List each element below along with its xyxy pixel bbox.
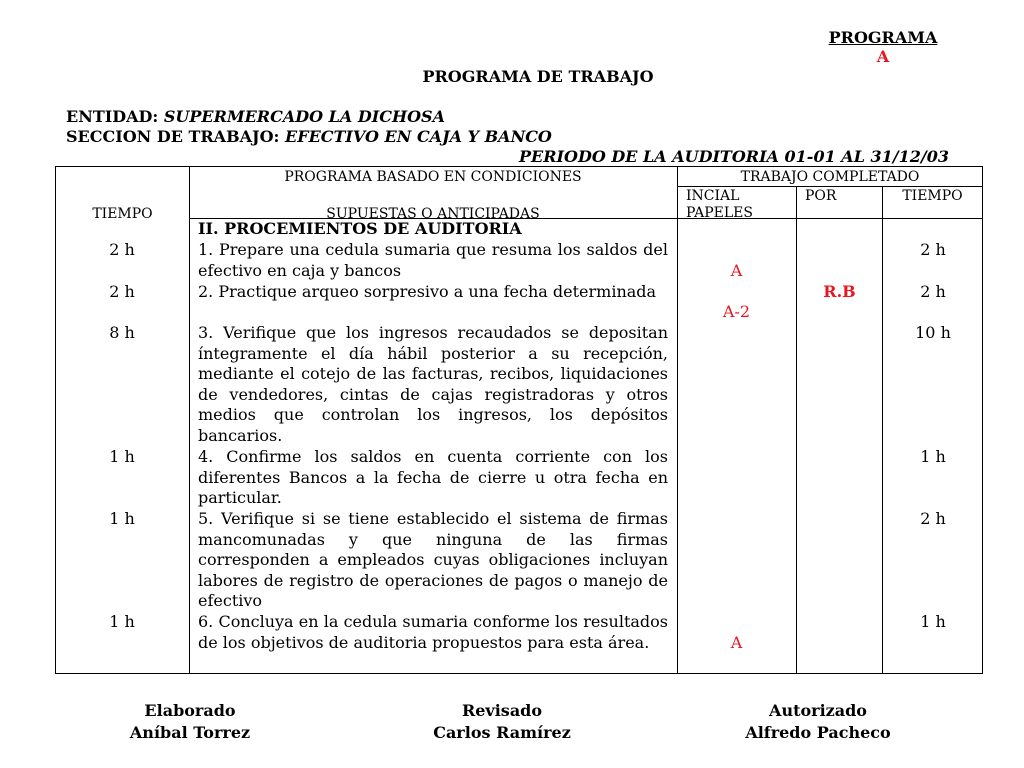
table-divider xyxy=(882,186,883,674)
step-time-actual: 1 h xyxy=(920,447,946,466)
step-text: 3. Verifique que los ingresos recaudados se depositan íntegramente el día hábil posterior a su recepción, mediante el cotejo de las facturas, recibos, liquidaciones de vendedores, cintas de cajas registradoras y otros medios que controlan los ingresos, los depósitos bancarios. xyxy=(198,323,668,445)
step-paper-ref: A xyxy=(730,633,743,652)
step-text: 1. Prepare una cedula sumaria que resuma los saldos del efectivo en caja y bancos xyxy=(198,240,668,280)
procedures-heading: II. PROCEMIENTOS DE AUDITORIA xyxy=(198,219,522,238)
header-por: POR xyxy=(805,188,837,204)
table-divider xyxy=(796,186,797,674)
signature-role: Revisado xyxy=(461,701,543,720)
program-label xyxy=(818,28,948,66)
header-inicial: INCIAL xyxy=(686,188,740,204)
entity-label: ENTIDAD: xyxy=(66,107,159,126)
step-paper-ref: A-2 xyxy=(722,302,751,321)
signature-role: Autorizado xyxy=(769,701,867,720)
header-trabajo-completado: TRABAJO COMPLETADO xyxy=(740,169,920,185)
signature-block-revisado xyxy=(402,700,602,744)
step-time-actual: 2 h xyxy=(920,240,946,259)
signature-block-elaborado xyxy=(90,700,290,744)
step-time-planned: 8 h xyxy=(109,323,135,342)
header-papeles: PAPELES xyxy=(686,205,753,217)
step-by: R.B xyxy=(823,282,856,301)
section-label: SECCION DE TRABAJO: xyxy=(66,127,280,146)
step-text: 2. Practique arqueo sorpresivo a una fecha determinada xyxy=(198,282,657,301)
step-time-planned: 2 h xyxy=(109,240,135,259)
step-text: 4. Confirme los saldos en cuenta corriente con los diferentes Bancos a la fecha de cierre u otra fecha en particular. xyxy=(198,447,668,508)
step-time-actual: 10 h xyxy=(915,323,951,342)
signature-block-autorizado xyxy=(718,700,918,744)
table-divider xyxy=(189,166,190,674)
header-tiempo-planned: TIEMPO xyxy=(92,206,153,222)
step-text: 5. Verifique si se tiene establecido el sistema de firmas mancomunadas y que ninguna de las firmas corresponden a empleados cuyas obligaciones incluyan labores de registro de operaciones de pagos o manejo de efectivo xyxy=(198,509,668,611)
step-text: 6. Concluya en la cedula sumaria conforme los resultados de los objetivos de auditoria propuestos para esta área. xyxy=(198,612,668,652)
header-programa-line2: SUPUESTAS O ANTICIPADAS xyxy=(326,206,540,222)
signature-role: Elaborado xyxy=(144,701,236,720)
entity-value: SUPERMERCADO LA DICHOSA xyxy=(163,107,445,126)
step-paper-ref: A xyxy=(730,261,743,280)
signature-name: Carlos Ramírez xyxy=(433,723,571,742)
audit-period: PERIODO DE LA AUDITORIA 01-01 AL 31/12/03 xyxy=(519,147,949,166)
entity-line xyxy=(66,107,445,126)
step-time-actual: 2 h xyxy=(920,282,946,301)
signature-name: Alfredo Pacheco xyxy=(745,723,891,742)
step-time-planned: 2 h xyxy=(109,282,135,301)
table-divider xyxy=(677,186,983,187)
section-value: EFECTIVO EN CAJA Y BANCO xyxy=(285,127,552,146)
step-time-planned: 1 h xyxy=(109,509,135,528)
signature-name: Aníbal Torrez xyxy=(129,723,251,742)
header-programa-line1: PROGRAMA BASADO EN CONDICIONES xyxy=(284,169,582,185)
step-time-planned: 1 h xyxy=(109,447,135,466)
document-title: PROGRAMA DE TRABAJO xyxy=(422,67,654,86)
step-time-actual: 1 h xyxy=(920,612,946,631)
step-time-planned: 1 h xyxy=(109,612,135,631)
program-label-title: PROGRAMA xyxy=(828,28,938,47)
table-divider xyxy=(677,166,678,674)
header-tiempo-actual: TIEMPO xyxy=(902,188,963,204)
section-line xyxy=(66,127,552,146)
step-time-actual: 2 h xyxy=(920,509,946,528)
program-label-ref: A xyxy=(876,47,890,66)
